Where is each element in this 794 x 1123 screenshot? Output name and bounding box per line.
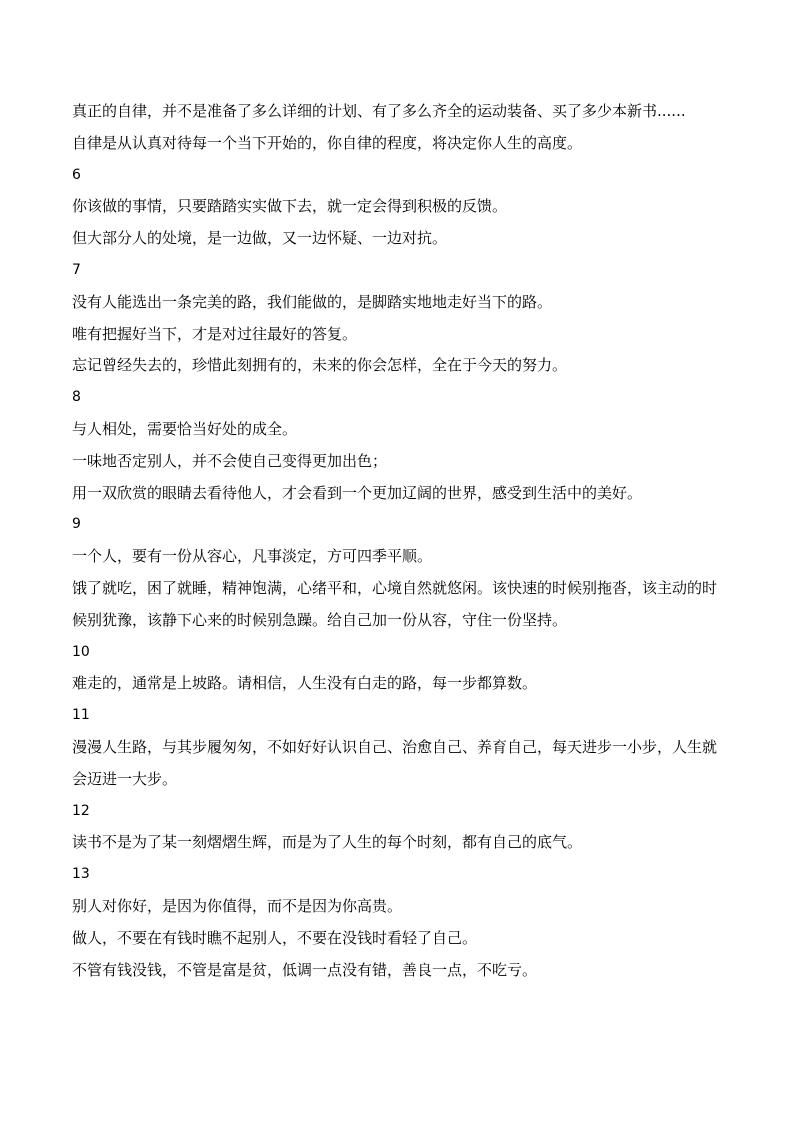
document-body bbox=[72, 96, 728, 986]
section-number: 9 bbox=[72, 516, 81, 533]
section-number: 11 bbox=[72, 707, 90, 724]
paragraph-line: 不管有钱没钱，不管是富是贫，低调一点没有错，善良一点，不吃亏。 bbox=[72, 960, 538, 979]
paragraph-line: 漫漫人生路，与其步履匆匆，不如好好认识自己、治愈自己、养育自己，每天进步一小步，人生就会迈进一大步。 bbox=[72, 737, 718, 788]
paragraph-line: 真正的自律，并不是准备了多么详细的计划、有了多么齐全的运动装备、买了多少本新书...... bbox=[72, 102, 686, 120]
paragraph-line: 用一双欣赏的眼睛去看待他人，才会看到一个更加辽阔的世界，感受到生活中的美好。 bbox=[72, 483, 643, 502]
section-number: 12 bbox=[72, 802, 90, 819]
paragraph-line: 做人，不要在有钱时瞧不起别人，不要在没钱时看轻了自己。 bbox=[72, 928, 478, 947]
paragraph-line: 唯有把握好当下，才是对过往最好的答复。 bbox=[72, 324, 358, 343]
paragraph-line: 没有人能选出一条完美的路，我们能做的，是脚踏实地地走好当下的路。 bbox=[72, 292, 553, 311]
paragraph-line: 一味地否定别人，并不会使自己变得更加出色； bbox=[72, 451, 388, 470]
paragraph-line: 但大部分人的处境，是一边做，又一边怀疑、一边对抗。 bbox=[72, 229, 448, 248]
section-number: 6 bbox=[72, 166, 81, 183]
section-number: 8 bbox=[72, 389, 81, 406]
paragraph-line: 别人对你好，是因为你值得，而不是因为你高贵。 bbox=[72, 896, 403, 915]
paragraph-line: 自律是从认真对待每一个当下开始的，你自律的程度，将决定你人生的高度。 bbox=[72, 133, 583, 152]
paragraph-line: 读书不是为了某一刻熠熠生辉，而是为了人生的每个时刻，都有自己的底气。 bbox=[72, 833, 583, 852]
paragraph-line: 你该做的事情，只要踏踏实实做下去，就一定会得到积极的反馈。 bbox=[72, 197, 508, 216]
section-number: 7 bbox=[72, 261, 81, 278]
paragraph-line: 饿了就吃，困了就睡，精神饱满，心绪平和，心境自然就悠闲。该快速的时候别拖沓，该主动的时候别犹豫，该静下心来的时候别急躁。给自己加一份从容，守住一份坚持。 bbox=[72, 578, 718, 629]
paragraph-line: 与人相处，需要恰当好处的成全。 bbox=[72, 419, 298, 438]
section-number: 10 bbox=[72, 643, 90, 660]
paragraph-line: 一个人，要有一份从容心，凡事淡定，方可四季平顺。 bbox=[72, 547, 433, 566]
section-number: 13 bbox=[72, 866, 90, 883]
paragraph-line: 难走的，通常是上坡路。请相信，人生没有白走的路，每一步都算数。 bbox=[72, 674, 538, 693]
paragraph-line: 忘记曾经失去的，珍惜此刻拥有的，未来的你会怎样，全在于今天的努力。 bbox=[72, 356, 568, 375]
